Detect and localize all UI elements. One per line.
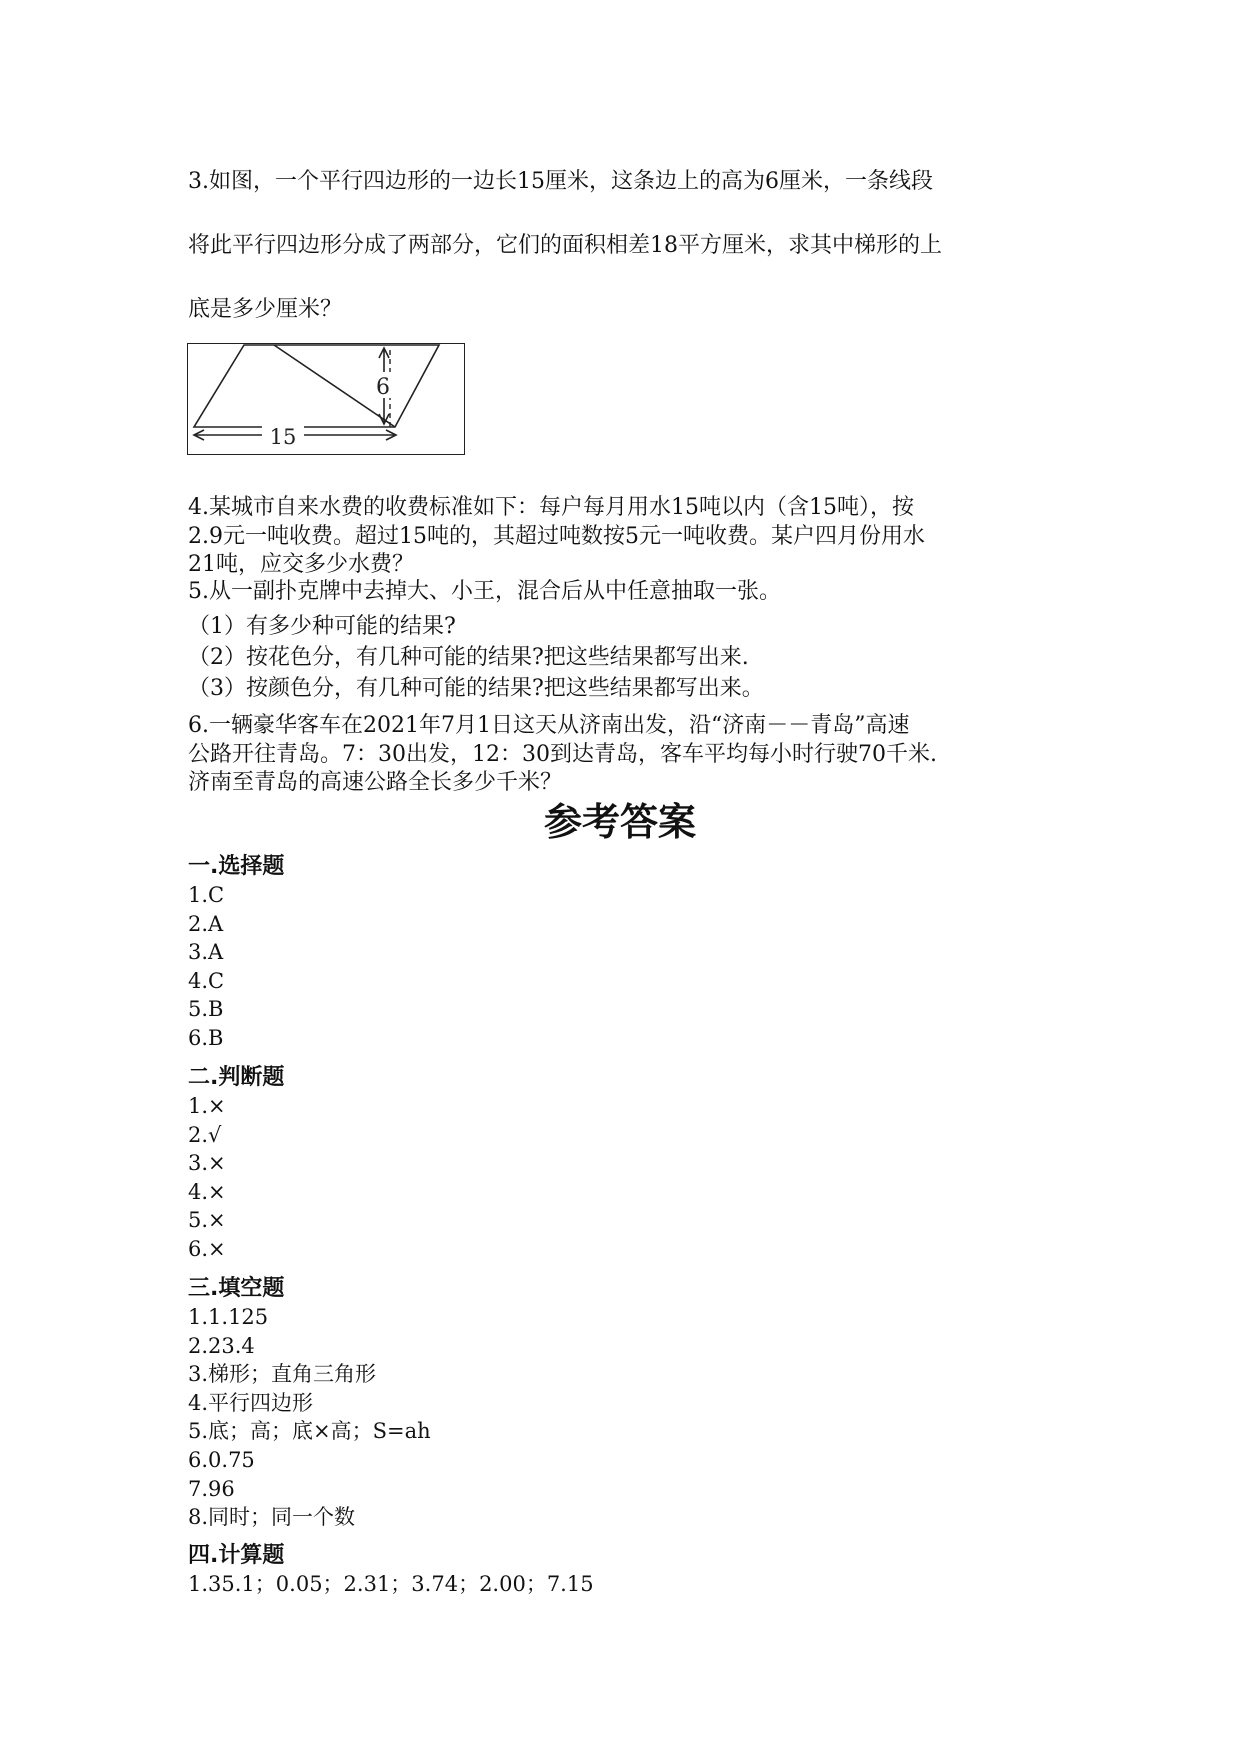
answer-item: 5.B (188, 997, 224, 1022)
answer-item: 4.× (188, 1179, 226, 1204)
answer-item: 1.× (188, 1094, 226, 1118)
question-5-sub: （2）按花色分，有几种可能的结果?把这些结果都写出来. (188, 644, 749, 670)
parallelogram-figure (187, 343, 465, 455)
question-3 (188, 150, 1068, 342)
question-6-line: 济南至青岛的高速公路全长多少千米？ (188, 770, 563, 795)
question-6 (188, 712, 1068, 798)
question-4-line: 21吨，应交多少水费？ (188, 552, 414, 577)
answer-item: 3.A (188, 940, 224, 965)
answer-item: 6.B (188, 1025, 224, 1050)
question-3-line: 3.如图，一个平行四边形的一边长15厘米，这条边上的高为6厘米，一条线段 (188, 169, 933, 194)
answer-item: 2.A (188, 911, 224, 936)
answer-item: 1.35.1；0.05；2.31；3.74；2.00；7.15 (188, 1572, 594, 1596)
question-4-line: 2.9元一吨收费。超过15吨的，其超过吨数按5元一吨收费。某户四月份用水 (188, 523, 925, 549)
question-3-line: 将此平行四边形分成了两部分，它们的面积相差18平方厘米，求其中梯形的上 (188, 233, 942, 258)
answer-section-choice (188, 853, 1068, 1053)
section-heading: 三.填空题 (188, 1276, 285, 1301)
answer-item: 1.C (188, 883, 225, 907)
section-heading: 四.计算题 (188, 1543, 285, 1568)
answer-item: 4.平行四边形 (188, 1390, 314, 1415)
question-5-sub: （1）有多少种可能的结果? (188, 613, 456, 639)
answer-item: 8.同时；同一个数 (188, 1505, 356, 1530)
height-label: 6 (376, 375, 390, 400)
section-heading: 二.判断题 (188, 1065, 285, 1090)
question-6-line: 6.一辆豪华客车在2021年7月1日这天从济南出发，沿“济南－－青岛”高速 (188, 713, 910, 738)
answer-item: 6.× (188, 1236, 226, 1261)
question-4-line: 4.某城市自来水费的收费标准如下：每户每月用水15吨以内（含15吨），按 (188, 495, 914, 520)
answer-item: 2.23.4 (188, 1333, 255, 1358)
parallelogram-diagram (188, 344, 464, 454)
question-3-line: 底是多少厘米？ (188, 297, 343, 322)
answer-key-title: 参考答案 (543, 800, 696, 844)
question-5 (188, 578, 1068, 704)
answer-item: 3.× (188, 1151, 226, 1176)
answer-item: 2.√ (188, 1122, 222, 1147)
answer-item: 3.梯形；直角三角形 (188, 1362, 377, 1387)
answer-item: 5.底；高；底×高；S=ah (188, 1419, 431, 1444)
question-5-sub: （3）按颜色分，有几种可能的结果?把这些结果都写出来。 (188, 675, 764, 701)
answer-section-judgement (188, 1064, 1068, 1264)
answer-item: 1.1.125 (188, 1305, 269, 1329)
answer-section-calculation (188, 1542, 1068, 1599)
base-label: 15 (269, 425, 297, 449)
answer-item: 6.0.75 (188, 1447, 255, 1472)
answer-section-fill-blank (188, 1275, 1068, 1532)
answer-item: 4.C (188, 968, 225, 993)
question-5-stem: 5.从一副扑克牌中去掉大、小王，混合后从中任意抽取一张。 (188, 579, 781, 604)
parallelogram-outline (194, 345, 439, 427)
answer-item: 7.96 (188, 1476, 235, 1501)
question-4 (188, 494, 1068, 580)
section-heading: 一.选择题 (188, 854, 285, 879)
question-6-line: 公路开往青岛。7：30出发，12：30到达青岛，客车平均每小时行驶70千米. (188, 741, 937, 767)
answer-item: 5.× (188, 1208, 226, 1233)
